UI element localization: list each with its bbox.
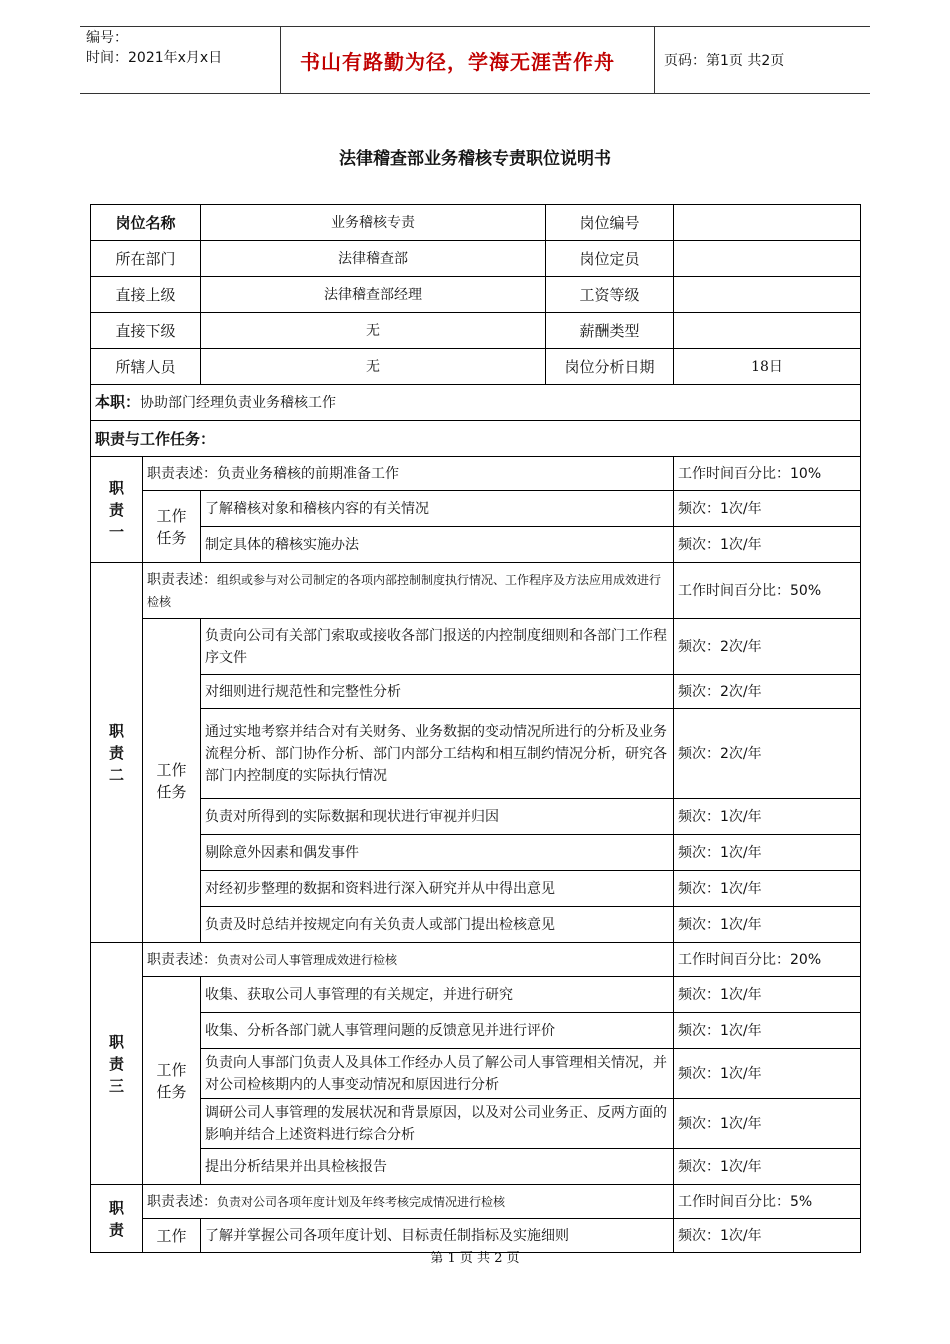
basic-info-row bbox=[91, 241, 861, 277]
task-frequency: 频次：1次/年 bbox=[674, 1149, 861, 1185]
duty-name-text: 职责二 bbox=[108, 721, 124, 784]
field-label: 直接下级 bbox=[91, 313, 201, 349]
task-text: 收集、获取公司人事管理的有关规定，并进行研究 bbox=[201, 977, 674, 1013]
basic-info-section bbox=[91, 205, 861, 385]
duty-time-percentage: 工作时间百分比：50% bbox=[674, 563, 861, 619]
task-group-label-text: 工作 bbox=[156, 1226, 187, 1245]
duty-description-row bbox=[91, 563, 861, 619]
task-text: 负责向人事部门负责人及具体工作经办人员了解公司人事管理相关情况，并对公司检核期内的人事变动情况和原因进行分析 bbox=[201, 1049, 674, 1099]
field-label: 所辖人员 bbox=[91, 349, 201, 385]
task-frequency: 频次：1次/年 bbox=[674, 799, 861, 835]
job-summary-label: 本职： bbox=[95, 393, 141, 411]
header-divider-right bbox=[654, 27, 655, 93]
duty-time-percentage: 工作时间百分比：10% bbox=[674, 457, 861, 491]
basic-info-row bbox=[91, 205, 861, 241]
field-value: 无 bbox=[201, 349, 546, 385]
task-row bbox=[91, 527, 861, 563]
header-top-rule bbox=[80, 26, 870, 27]
field-value: 18日 bbox=[674, 349, 861, 385]
duty-name bbox=[91, 563, 143, 943]
task-frequency: 频次：2次/年 bbox=[674, 619, 861, 675]
task-group-label-text: 工作任务 bbox=[156, 1060, 187, 1101]
task-text: 负责对所得到的实际数据和现状进行审视并归因 bbox=[201, 799, 674, 835]
field-label: 岗位定员 bbox=[546, 241, 674, 277]
header-meta bbox=[86, 28, 222, 68]
duty-time-percentage: 工作时间百分比：20% bbox=[674, 943, 861, 977]
header-motto: 书山有路勤为径，学海无涯苦作舟 bbox=[300, 50, 615, 74]
duty-description-label: 职责表述： bbox=[147, 465, 217, 482]
page-footer: 第 1 页 共 2 页 bbox=[430, 1251, 520, 1266]
duty-name-text: 职责一 bbox=[108, 478, 124, 541]
task-group-label bbox=[143, 491, 201, 563]
duty-description-label: 职责表述： bbox=[147, 571, 217, 588]
field-label: 岗位名称 bbox=[91, 205, 201, 241]
task-text: 收集、分析各部门就人事管理问题的反馈意见并进行评价 bbox=[201, 1013, 674, 1049]
task-frequency: 频次：1次/年 bbox=[674, 491, 861, 527]
header-time: 时间：2021年x月x日 bbox=[86, 50, 223, 66]
field-label: 所在部门 bbox=[91, 241, 201, 277]
header-divider-left bbox=[280, 27, 281, 93]
field-label: 直接上级 bbox=[91, 277, 201, 313]
task-group-label bbox=[143, 619, 201, 943]
duty-description-label: 职责表述： bbox=[147, 1193, 217, 1210]
field-label: 工资等级 bbox=[546, 277, 674, 313]
task-row bbox=[91, 799, 861, 835]
task-row bbox=[91, 491, 861, 527]
field-value: 法律稽查部经理 bbox=[201, 277, 546, 313]
field-label: 岗位分析日期 bbox=[546, 349, 674, 385]
task-text: 对经初步整理的数据和资料进行深入研究并从中得出意见 bbox=[201, 871, 674, 907]
duty-description bbox=[143, 943, 674, 977]
task-frequency: 频次：1次/年 bbox=[674, 1219, 861, 1253]
field-value: 无 bbox=[201, 313, 546, 349]
task-text: 调研公司人事管理的发展状况和背景原因，以及对公司业务正、反两方面的影响并结合上述资料进行综合分析 bbox=[201, 1099, 674, 1149]
job-description-table bbox=[90, 204, 861, 1253]
document-title: 法律稽查部业务稽核专责职位说明书 bbox=[339, 149, 611, 169]
basic-info-row bbox=[91, 277, 861, 313]
task-frequency: 频次：1次/年 bbox=[674, 1049, 861, 1099]
job-summary-section bbox=[91, 385, 861, 457]
duty-description-label: 职责表述： bbox=[147, 951, 217, 968]
task-frequency: 频次：1次/年 bbox=[674, 871, 861, 907]
task-text: 通过实地考察并结合对有关财务、业务数据的变动情况所进行的分析及业务流程分析、部门协作分析、部门内部分工结构和相互制约情况分析，研究各部门内控制度的实际执行情况 bbox=[201, 709, 674, 799]
job-summary-text: 协助部门经理负责业务稽核工作 bbox=[140, 395, 337, 411]
task-group-label bbox=[143, 977, 201, 1185]
task-text: 了解并掌握公司各项年度计划、目标责任制指标及实施细则 bbox=[201, 1219, 674, 1253]
duty-name-text: 职责三 bbox=[108, 1032, 124, 1095]
task-row bbox=[91, 835, 861, 871]
duties-section bbox=[91, 457, 861, 1253]
duty-description-row bbox=[91, 1185, 861, 1219]
task-text: 提出分析结果并出具检核报告 bbox=[201, 1149, 674, 1185]
duty-name-text: 职责 bbox=[108, 1198, 124, 1239]
task-text: 负责及时总结并按规定向有关负责人或部门提出检核意见 bbox=[201, 907, 674, 943]
duty-description-text: 组织或参与对公司制定的各项内部控制制度执行情况、工作程序及方法应用成效进行检核 bbox=[147, 572, 662, 609]
duty-description-row bbox=[91, 943, 861, 977]
field-value bbox=[674, 313, 861, 349]
field-value bbox=[674, 241, 861, 277]
duties-header: 职责与工作任务： bbox=[91, 421, 861, 457]
header-number: 编号： bbox=[86, 30, 128, 46]
field-label: 薪酬类型 bbox=[546, 313, 674, 349]
field-value: 法律稽查部 bbox=[201, 241, 546, 277]
task-text: 负责向公司有关部门索取或接收各部门报送的内控制度细则和各部门工作程序文件 bbox=[201, 619, 674, 675]
task-row bbox=[91, 1049, 861, 1099]
task-group-label-text: 工作任务 bbox=[156, 506, 187, 547]
task-frequency: 频次：1次/年 bbox=[674, 907, 861, 943]
task-text: 对细则进行规范性和完整性分析 bbox=[201, 675, 674, 709]
task-text: 了解稽核对象和稽核内容的有关情况 bbox=[201, 491, 674, 527]
duty-description bbox=[143, 563, 674, 619]
task-row bbox=[91, 709, 861, 799]
task-frequency: 频次：1次/年 bbox=[674, 1099, 861, 1149]
basic-info-row bbox=[91, 349, 861, 385]
task-row bbox=[91, 1013, 861, 1049]
task-row bbox=[91, 1099, 861, 1149]
task-row bbox=[91, 871, 861, 907]
field-value bbox=[674, 277, 861, 313]
duty-description-text: 负责对公司人事管理成效进行检核 bbox=[217, 952, 398, 967]
task-row bbox=[91, 1149, 861, 1185]
task-frequency: 频次：1次/年 bbox=[674, 835, 861, 871]
task-frequency: 频次：2次/年 bbox=[674, 709, 861, 799]
duty-description bbox=[143, 457, 674, 491]
duty-description bbox=[143, 1185, 674, 1219]
duty-description-text: 负责业务稽核的前期准备工作 bbox=[217, 465, 399, 482]
task-frequency: 频次：1次/年 bbox=[674, 527, 861, 563]
duty-description-text: 负责对公司各项年度计划及年终考核完成情况进行检核 bbox=[217, 1194, 506, 1209]
duty-time-percentage: 工作时间百分比：5% bbox=[674, 1185, 861, 1219]
task-group-label-text: 工作任务 bbox=[156, 760, 187, 801]
task-frequency: 频次：2次/年 bbox=[674, 675, 861, 709]
task-row bbox=[91, 977, 861, 1013]
task-row bbox=[91, 619, 861, 675]
field-value bbox=[674, 205, 861, 241]
task-text: 剔除意外因素和偶发事件 bbox=[201, 835, 674, 871]
job-summary bbox=[91, 385, 861, 421]
duty-description-row bbox=[91, 457, 861, 491]
field-value: 业务稽核专责 bbox=[201, 205, 546, 241]
header-bottom-rule bbox=[80, 93, 870, 94]
task-row bbox=[91, 675, 861, 709]
task-frequency: 频次：1次/年 bbox=[674, 1013, 861, 1049]
duty-name bbox=[91, 943, 143, 1185]
duty-name bbox=[91, 1185, 143, 1253]
header-page-info: 页码：第1页 共2页 bbox=[664, 53, 785, 69]
task-text: 制定具体的稽核实施办法 bbox=[201, 527, 674, 563]
duty-name bbox=[91, 457, 143, 563]
task-row bbox=[91, 907, 861, 943]
field-label: 岗位编号 bbox=[546, 205, 674, 241]
basic-info-row bbox=[91, 313, 861, 349]
task-frequency: 频次：1次/年 bbox=[674, 977, 861, 1013]
